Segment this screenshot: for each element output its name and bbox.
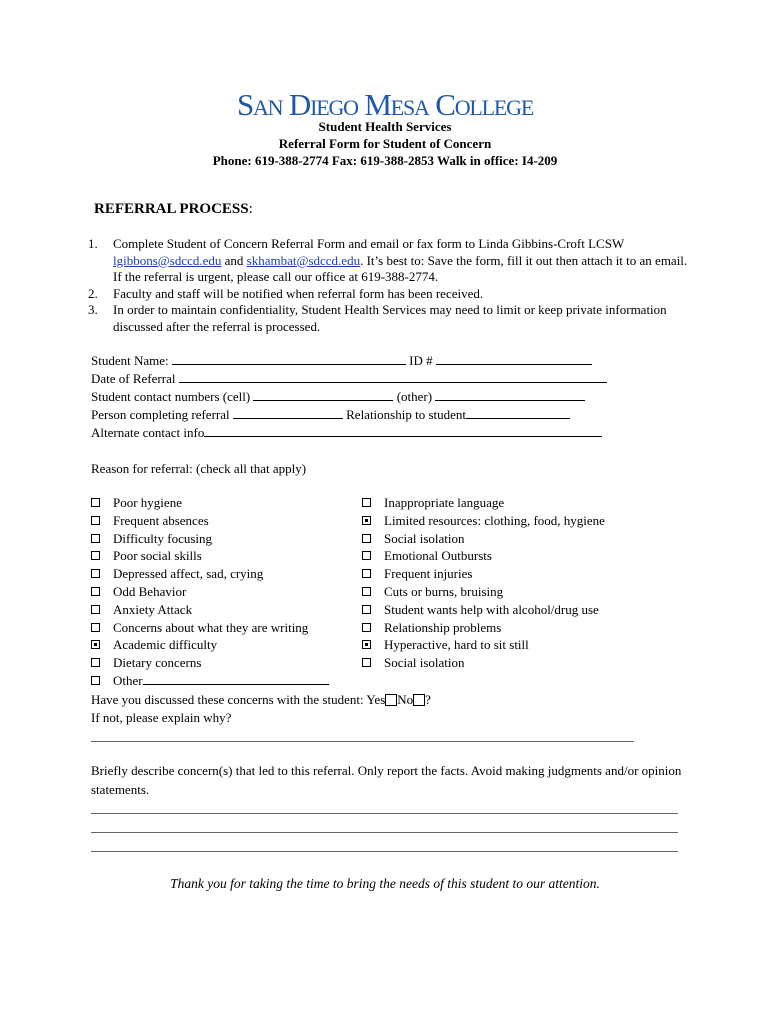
- checkbox[interactable]: [91, 551, 100, 560]
- checkbox-label: Depressed affect, sad, crying: [113, 566, 264, 582]
- reason-difficulty-focusing[interactable]: [91, 530, 329, 548]
- reason-academic-difficulty[interactable]: [91, 636, 329, 654]
- student-name-field[interactable]: [172, 353, 406, 365]
- date-of-referral-field[interactable]: [179, 371, 607, 383]
- reason-student-wants-help-with-alcohol-drug-use[interactable]: [362, 601, 605, 619]
- reason-poor-hygiene[interactable]: [91, 494, 329, 512]
- checkbox-label: Concerns about what they are writing: [113, 619, 309, 635]
- checkbox[interactable]: [362, 640, 371, 649]
- checkbox-label: Student wants help with alcohol/drug use: [384, 601, 599, 617]
- contact-other-field[interactable]: [435, 389, 585, 401]
- reason-dietary-concerns[interactable]: [91, 654, 329, 672]
- reason-other[interactable]: [91, 672, 329, 690]
- describe-prompt: Briefly describe concern(s) that led to this referral. Only report the facts. Avoid making judgments and/or opinion statements.: [91, 763, 682, 797]
- checkbox[interactable]: [91, 658, 100, 667]
- college-logo: [0, 88, 770, 122]
- checkbox-label: Social isolation: [384, 530, 465, 546]
- email-link-lgibbons[interactable]: lgibbons@sdccd.edu: [113, 252, 222, 268]
- checkbox-label: Odd Behavior: [113, 583, 187, 599]
- reason-social-isolation[interactable]: [362, 530, 605, 548]
- describe-answer-line-1[interactable]: [91, 813, 678, 814]
- person-completing-field[interactable]: [233, 407, 343, 419]
- checkbox[interactable]: [91, 498, 100, 507]
- checkbox[interactable]: [91, 623, 100, 632]
- date-of-referral-row: Date of Referral: [91, 370, 607, 387]
- checkbox-label: Frequent absences: [113, 512, 209, 528]
- office-name: Student Health Services: [318, 119, 452, 134]
- reason-frequent-injuries[interactable]: [362, 565, 605, 583]
- no-checkbox[interactable]: [413, 694, 425, 706]
- checkbox-label: Hyperactive, hard to sit still: [384, 637, 529, 653]
- reason-anxiety-attack[interactable]: [91, 601, 329, 619]
- describe-answer-line-3[interactable]: [91, 851, 678, 852]
- reasons-left-column: [91, 494, 329, 690]
- reason-frequent-absences[interactable]: [91, 512, 329, 530]
- reason-social-isolation[interactable]: [362, 654, 605, 672]
- checkbox-label: Social isolation: [384, 655, 465, 671]
- checkbox[interactable]: [362, 551, 371, 560]
- student-name-row: Student Name: ID #: [91, 352, 592, 369]
- reason-inappropriate-language[interactable]: [362, 494, 605, 512]
- explain-prompt: If not, please explain why?: [91, 710, 232, 725]
- form-title: Referral Form for Student of Concern: [278, 136, 492, 151]
- checkbox-label: Cuts or burns, bruising: [384, 583, 504, 599]
- checkbox-label: Anxiety Attack: [113, 601, 193, 617]
- reason-emotional-outbursts[interactable]: [362, 547, 605, 565]
- contact-cell-field[interactable]: [253, 389, 393, 401]
- checkbox[interactable]: [362, 498, 371, 507]
- checkbox[interactable]: [362, 569, 371, 578]
- email-link-skhambat[interactable]: skhambat@sdccd.edu: [246, 252, 361, 268]
- checkbox-label: Limited resources: clothing, food, hygiene: [384, 512, 605, 528]
- checkbox-label: Emotional Outbursts: [384, 548, 492, 564]
- yes-checkbox[interactable]: [385, 694, 397, 706]
- reason-hyperactive-hard-to-sit-still[interactable]: [362, 636, 605, 654]
- relationship-field[interactable]: [466, 407, 570, 419]
- person-completing-row: Person completing referral Relationship to student: [91, 406, 570, 423]
- other-reason-field[interactable]: [143, 673, 329, 685]
- reasons-right-column: [362, 494, 605, 672]
- alternate-contact-row: Alternate contact info: [91, 424, 602, 441]
- student-id-field[interactable]: [436, 353, 592, 365]
- checkbox[interactable]: [91, 569, 100, 578]
- contact-line: Phone: 619-388-2774 Fax: 619-388-2853 Walk in office: I4-209: [212, 153, 558, 168]
- checkbox-label: Dietary concerns: [113, 655, 202, 671]
- checkbox-label: Other: [113, 672, 143, 688]
- contact-numbers-row: Student contact numbers (cell) (other): [91, 388, 585, 405]
- checkbox-label: Frequent injuries: [384, 566, 473, 582]
- checkbox[interactable]: [91, 676, 100, 685]
- reason-cuts-or-burns-bruising[interactable]: [362, 583, 605, 601]
- step-3: 3. In order to maintain confidentiality, Student Health Services may need to limit or keep private information discussed after the referral is processed.: [88, 302, 667, 334]
- reason-depressed-affect-sad-crying[interactable]: [91, 565, 329, 583]
- checkbox[interactable]: [91, 640, 100, 649]
- alternate-contact-field[interactable]: [204, 425, 602, 437]
- describe-answer-line-2[interactable]: [91, 832, 678, 833]
- reason-odd-behavior[interactable]: [91, 583, 329, 601]
- checkbox-label: Academic difficulty: [113, 637, 218, 653]
- explain-answer-line[interactable]: [91, 741, 634, 742]
- reason-prompt: Reason for referral: (check all that apply): [91, 461, 307, 476]
- discussed-row: Have you discussed these concerns with the student: Yes No ?: [91, 692, 431, 707]
- checkbox[interactable]: [362, 516, 371, 525]
- checkbox[interactable]: [91, 516, 100, 525]
- checkbox[interactable]: [91, 587, 100, 596]
- checkbox[interactable]: [362, 623, 371, 632]
- checkbox[interactable]: [362, 658, 371, 667]
- checkbox-label: Relationship problems: [384, 619, 502, 635]
- step-1: 1. Complete Student of Concern Referral Form and email or fax form to Linda Gibbins-Croft LCSW lgibbons@sdccd.edu and skhambat@sdccd.edu. It’s best to: Save the form, fill it out then attach it to an email. If the referral is urgent, please call our office at 619-388-2774.: [88, 236, 688, 284]
- checkbox-label: Inappropriate language: [384, 495, 505, 510]
- reason-limited-resources-clothing-food-hygiene[interactable]: [362, 512, 605, 530]
- checkbox[interactable]: [362, 587, 371, 596]
- checkbox[interactable]: [362, 534, 371, 543]
- thank-you-note: Thank you for taking the time to bring the needs of this student to our attention.: [170, 876, 600, 891]
- college-logo-text: San Diego Mesa College: [236, 87, 534, 122]
- checkbox[interactable]: [362, 605, 371, 614]
- reason-concerns-about-what-they-are-writing[interactable]: [91, 619, 329, 637]
- reason-relationship-problems[interactable]: [362, 619, 605, 637]
- reason-poor-social-skills[interactable]: [91, 547, 329, 565]
- step-2: 2. Faculty and staff will be notified when referral form has been received.: [88, 285, 484, 301]
- checkbox[interactable]: [91, 605, 100, 614]
- checkbox[interactable]: [91, 534, 100, 543]
- referral-steps: [88, 236, 688, 335]
- checkbox-label: Difficulty focusing: [113, 530, 213, 546]
- referral-process-heading: REFERRAL PROCESS:: [94, 201, 253, 217]
- checkbox-label: Poor hygiene: [113, 495, 182, 510]
- checkbox-label: Poor social skills: [113, 548, 202, 564]
